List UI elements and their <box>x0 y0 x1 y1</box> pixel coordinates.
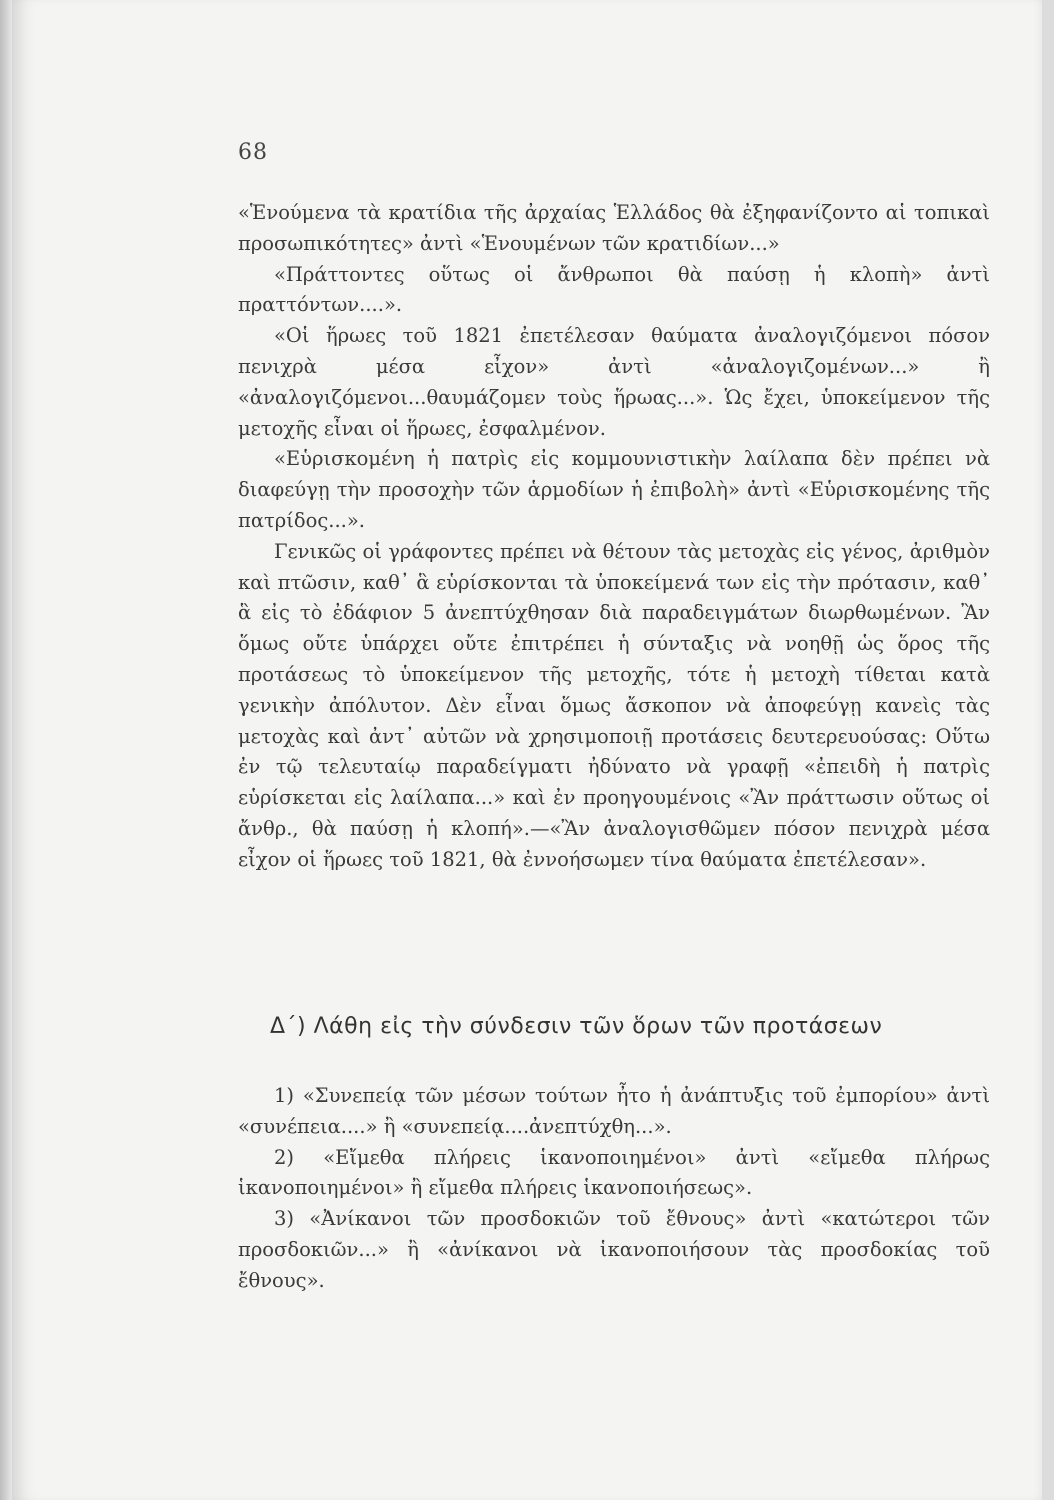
page-edge <box>0 0 12 1500</box>
body-text <box>238 198 990 876</box>
list-item: 1) «Συνεπείᾳ τῶν μέσων τούτων ἦτο ἡ ἀνάπτυξις τοῦ ἐμπορίου» ἀντὶ «συνέπεια....» ἢ «συνεπείᾳ....ἀνεπτύχθη...». <box>238 1084 990 1138</box>
page-number: 68 <box>238 140 268 165</box>
paragraph: Γενικῶς οἱ γράφοντες πρέπει νὰ θέτουν τὰς μετοχὰς εἰς γένος, ἀριθμὸν καὶ πτῶσιν, καθ᾽ ἃ εὑρίσκονται τὰ ὑποκείμενά των εἰς τὴν πρότασιν, καθ᾽ ἃ εἰς τὸ ἐδάφιον 5 ἀνεπτύχθησαν διὰ παραδειγμάτων διωρθωμένων. Ἂν ὅμως οὔτε ὑπάρχει οὔτε ἐπιτρέπει ἡ σύνταξις νὰ νοηθῇ ὡς ὅρος τῆς προτάσεως τὸ ὑποκείμενον τῆς μετοχῆς, τότε ἡ μετοχὴ τίθεται κατὰ γενικὴν ἀπόλυτον. Δὲν εἶναι ὅμως ἄσκοπον νὰ ἀποφεύγῃ κανεὶς τὰς μετοχὰς καὶ ἀντ᾽ αὐτῶν νὰ χρησιμοποιῇ προτάσεις δευτερευούσας: Οὕτω ἐν τῷ τελευταίῳ παραδείγματι ἠδύνατο νὰ γραφῇ «ἐπειδὴ ἡ πατρὶς εὑρίσκεται εἰς λαίλαπα...» καὶ ἐν προηγουμένοις «Ἂν πράττωσιν οὕτως οἱ ἄνθρ., θὰ παύσῃ ἡ κλοπή».—«Ἂν ἀναλογισθῶμεν πόσον πενιχρὰ μέσα εἶχον οἱ ἥρωες τοῦ 1821, θὰ ἐννοήσωμεν τίνα θαύματα ἐπετέλεσαν». <box>238 539 990 871</box>
paragraph: «Οἱ ἥρωες τοῦ 1821 ἐπετέλεσαν θαύματα ἀναλογιζόμενοι πόσον πενιχρὰ μέσα εἶχον» ἀντὶ «ἀναλογιζομένων...» ἢ «ἀναλογιζόμενοι...θαυμάζομεν τοὺς ἥρωας...». Ὡς ἔχει, ὑποκείμενον τῆς μετοχῆς εἶναι οἱ ἥρωες, ἐσφαλμένον. <box>238 324 990 440</box>
list-item: 2) «Εἴμεθα πλήρεις ἱκανοποιημένοι» ἀντὶ «εἴμεθα πλήρως ἱκανοποιημένοι» ἢ εἴμεθα πλήρεις ἱκανοποιήσεως». <box>238 1145 990 1200</box>
paragraph: «Εὑρισκομένη ἡ πατρὶς εἰς κομμουνιστικὴν λαίλαπα δὲν πρέπει νὰ διαφεύγῃ τὴν προσοχὴν τῶν ἁρμοδίων ἡ ἐπιβολὴ» ἀντὶ «Εὑρισκομένης τῆς πατρίδος...». <box>238 447 990 532</box>
list-item: 3) «Ἀνίκανοι τῶν προσδοκιῶν τοῦ ἔθνους» ἀντὶ «κατώτεροι τῶν προσδοκιῶν...» ἢ «ἀνίκανοι νὰ ἱκανοποιήσουν τὰς προσδοκίας τοῦ ἔθνους». <box>238 1207 990 1292</box>
paragraph: «Ἑνούμενα τὰ κρατίδια τῆς ἀρχαίας Ἑλλάδος θὰ ἐξηφανίζοντο αἱ τοπικαὶ προσωπικότητες» ἀντὶ «Ἑνουμένων τῶν κρατιδίων...» <box>238 201 990 255</box>
document-page <box>12 0 1042 1500</box>
section-heading: Δ´) Λάθη εἰς τὴν σύνδεσιν τῶν ὅρων τῶν προτάσεων <box>270 1014 883 1039</box>
paragraph: «Πράττοντες οὕτως οἱ ἄνθρωποι θὰ παύσῃ ἡ κλοπὴ» ἀντὶ πραττόντων....». <box>238 262 990 317</box>
numbered-list <box>238 1081 990 1297</box>
